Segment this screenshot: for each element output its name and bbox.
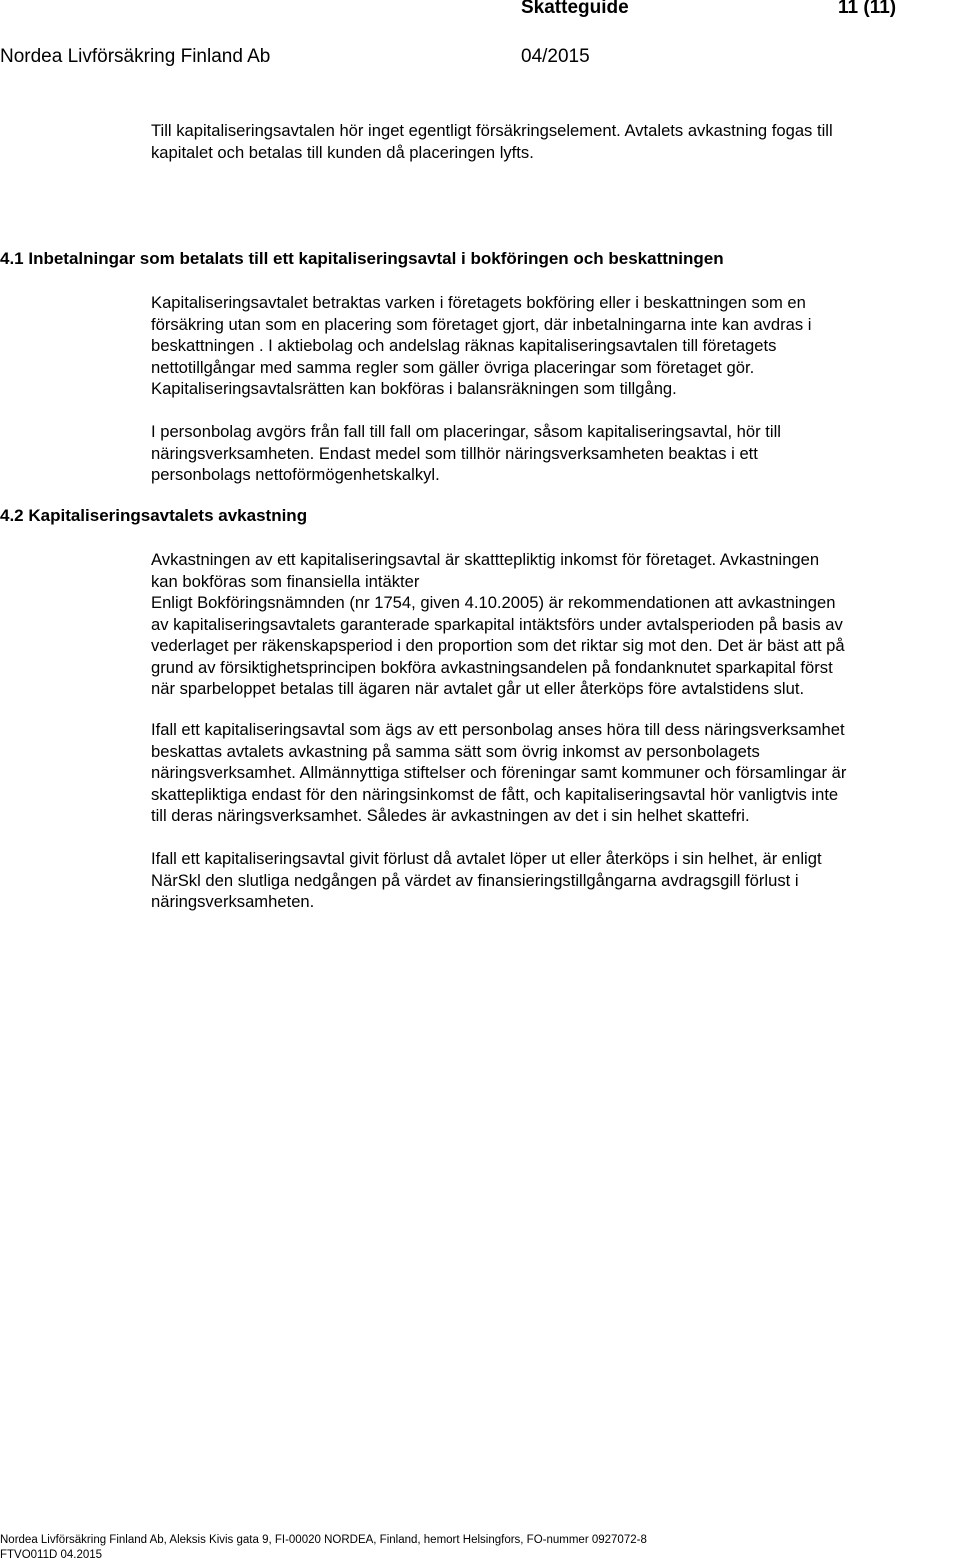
section-4-2-paragraph: Ifall ett kapitaliseringsavtal givit förlust då avtalet löper ut eller återköps i sin helhet, är enligt NärSkl den slutliga nedgången på värdet av finansieringstillgångarna avdragsgill förlust i näringsverksamheten.: [151, 849, 822, 911]
document-title: Skatteguide: [521, 0, 629, 18]
company-name: Nordea Livförsäkring Finland Ab: [0, 46, 271, 67]
section-4-2-paragraph: Ifall ett kapitaliseringsavtal som ägs av ett personbolag anses höra till dess näringsverksamhet beskattas avtalets avkastning på samma sätt som övrig inkomst av personbolagets näringsverksamhet. Allmännyttiga stiftelser och föreningar samt kommuner och församlingar är skattepliktiga endast för den näringsinkomst de fått, och kapitaliseringsavtal hör vanligtvis inte till deras näringsverksamhet. Således är avkastningen av det i sin helhet skattefri.: [151, 720, 847, 825]
document-date: 04/2015: [521, 46, 590, 67]
section-4-1-paragraph: Kapitaliseringsavtalet betraktas varken i företagets bokföring eller i beskattningen som en försäkring utan som en placering som företaget gjort, där inbetalningarna inte kan avdras i beskattningen . I aktiebolag och andelslag räknas kapitaliseringsavtalen till företagets nettotillgångar med samma regler som gäller övriga placeringar som företaget gör. Kapitaliseringsavtalsrätten kan bokföras i balansräkningen som tillgång.: [151, 293, 812, 398]
section-4-1-paragraph: I personbolag avgörs från fall till fall om placeringar, såsom kapitaliseringsavtal, hör till näringsverksamheten. Endast medel som tillhör näringsverksamheten beaktas i ett personbolags nettoförmögenhetskalkyl.: [151, 422, 781, 484]
section-heading-4-1: 4.1 Inbetalningar som betalats till ett kapitaliseringsavtal i bokföringen och beskattningen: [0, 249, 724, 268]
intro-paragraph: Till kapitaliseringsavtalen hör inget egentligt försäkringselement. Avtalets avkastning fogas till kapitalet och betalas till kunden då placeringen lyfts.: [151, 121, 833, 162]
section-heading-4-2: 4.2 Kapitaliseringsavtalets avkastning: [0, 506, 308, 525]
section-4-2-paragraph: Avkastningen av ett kapitaliseringsavtal är skatttepliktig inkomst för företaget. Avkastningen kan bokföras som finansiella intäkter Enligt Bokföringsnämnden (nr 1754, given 4.10.2005) är rekommendationen att avkastningen av kapitaliseringsavtalets garanterade sparkapital intäktsförs under avtalsperioden på basis av vederlaget per räkenskapsperiod i den proportion som det riktar sig mot den. Det är bäst att på grund av försiktighetsprincipen bokföra avkastningsandelen på fondanknutet sparkapital först när sparbeloppet betalas till ägaren när avtalet går ut eller återköps före avtalstidens slut.: [151, 550, 845, 698]
footer-address: Nordea Livförsäkring Finland Ab, Aleksis Kivis gata 9, FI-00020 NORDEA, Finland, hemort Helsingfors, FO-nummer 0927072-8: [0, 1534, 647, 1546]
page-number: 11 (11): [838, 0, 897, 18]
footer-form-code: FTVO011D 04.2015: [0, 1549, 103, 1561]
